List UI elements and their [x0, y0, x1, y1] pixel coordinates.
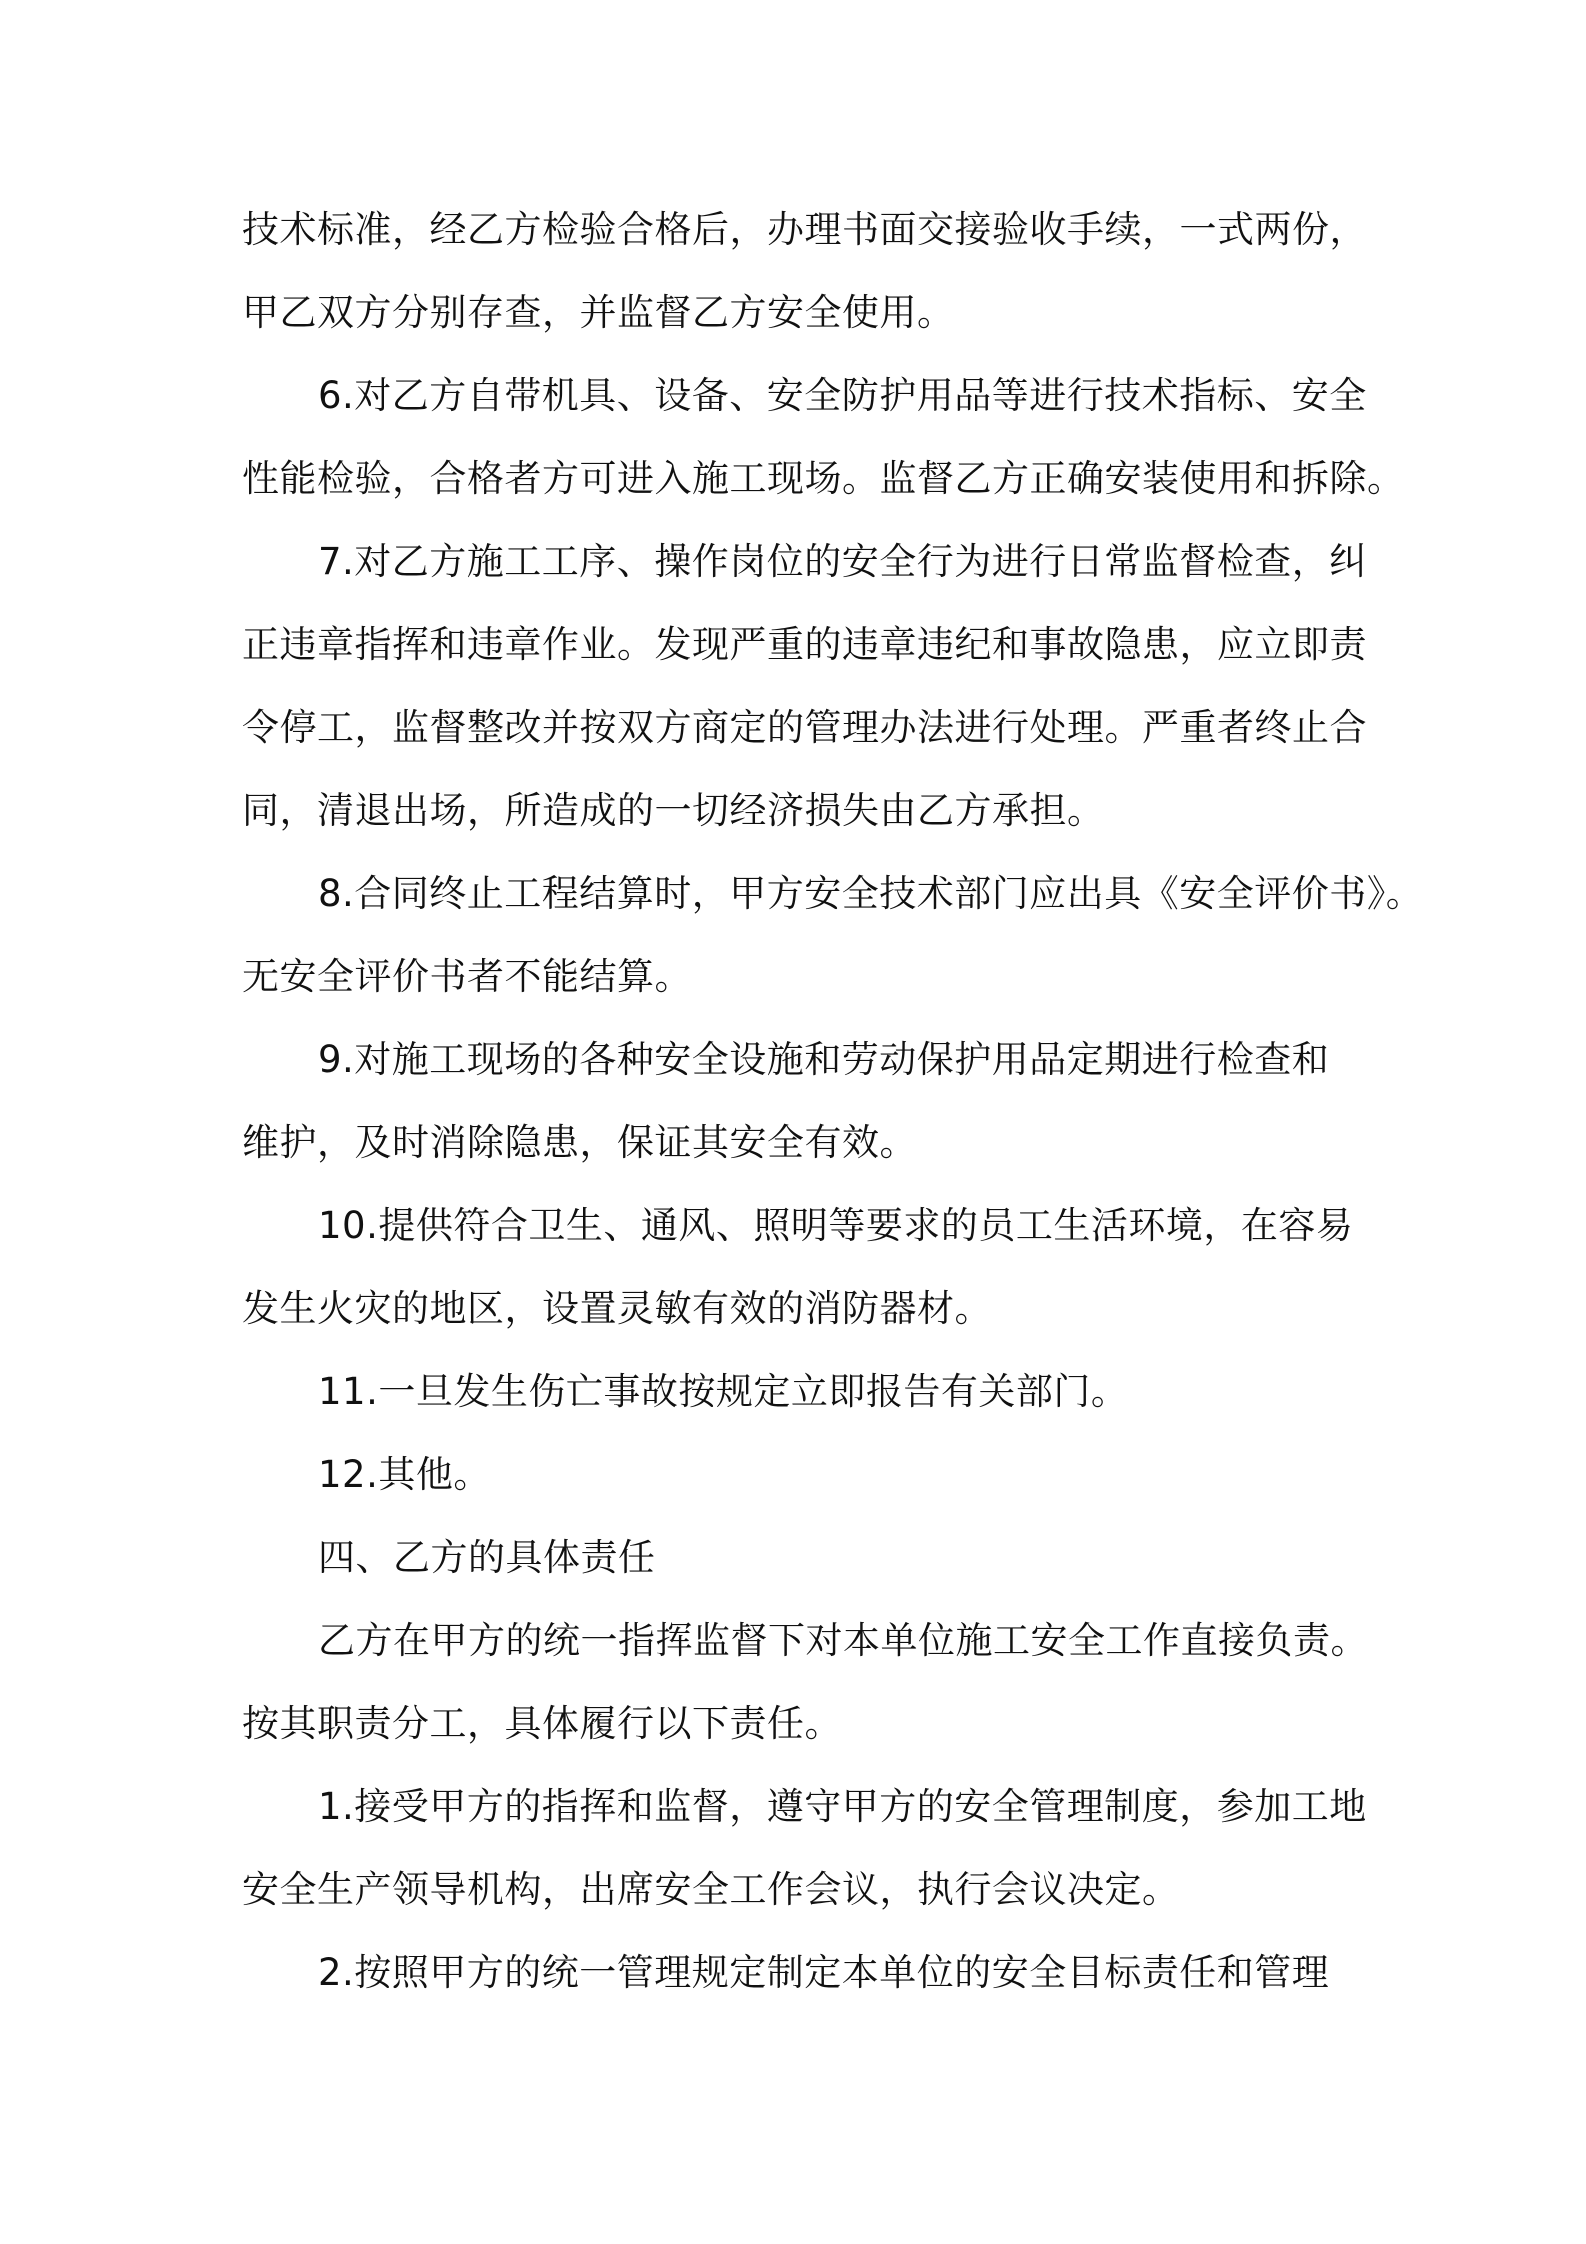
text-line: 技术标准，经乙方检验合格后，办理书面交接验收手续，一式两份，: [242, 208, 1367, 251]
text-line: 安全生产领导机构，出席安全工作会议，执行会议决定。: [242, 1868, 1180, 1911]
section-heading: 四、乙方的具体责任: [318, 1536, 656, 1579]
text-line: 正违章指挥和违章作业。发现严重的违章违纪和事故隐患，应立即责: [242, 623, 1367, 666]
text-line: 12.其他。: [318, 1453, 491, 1496]
text-line: 乙方在甲方的统一指挥监督下对本单位施工安全工作直接负责。: [318, 1619, 1368, 1662]
text-line: 11.一旦发生伤亡事故按规定立即报告有关部门。: [318, 1370, 1129, 1413]
text-line: 1.接受甲方的指挥和监督，遵守甲方的安全管理制度，参加工地: [318, 1785, 1367, 1828]
text-line: 甲乙双方分别存查，并监督乙方安全使用。: [242, 291, 955, 334]
text-line: 9.对施工现场的各种安全设施和劳动保护用品定期进行检查和: [318, 1038, 1330, 1081]
text-line: 6.对乙方自带机具、设备、安全防护用品等进行技术指标、安全: [318, 374, 1367, 417]
text-line: 无安全评价书者不能结算。: [242, 955, 692, 998]
text-line: 令停工，监督整改并按双方商定的管理办法进行处理。严重者终止合: [242, 706, 1367, 749]
text-line: 维护，及时消除隐患，保证其安全有效。: [242, 1121, 917, 1164]
text-line: 性能检验，合格者方可进入施工现场。监督乙方正确安装使用和拆除。: [242, 457, 1405, 500]
text-line: 同，清退出场，所造成的一切经济损失由乙方承担。: [242, 789, 1105, 832]
text-line: 按其职责分工，具体履行以下责任。: [242, 1702, 842, 1745]
text-line: 7.对乙方施工工序、操作岗位的安全行为进行日常监督检查，纠: [318, 540, 1367, 583]
text-line: 8.合同终止工程结算时，甲方安全技术部门应出具《安全评价书》。: [318, 872, 1424, 915]
text-line: 发生火灾的地区，设置灵敏有效的消防器材。: [242, 1287, 992, 1330]
text-line: 2.按照甲方的统一管理规定制定本单位的安全目标责任和管理: [318, 1951, 1330, 1994]
text-line: 10.提供符合卫生、通风、照明等要求的员工生活环境，在容易: [318, 1204, 1354, 1247]
